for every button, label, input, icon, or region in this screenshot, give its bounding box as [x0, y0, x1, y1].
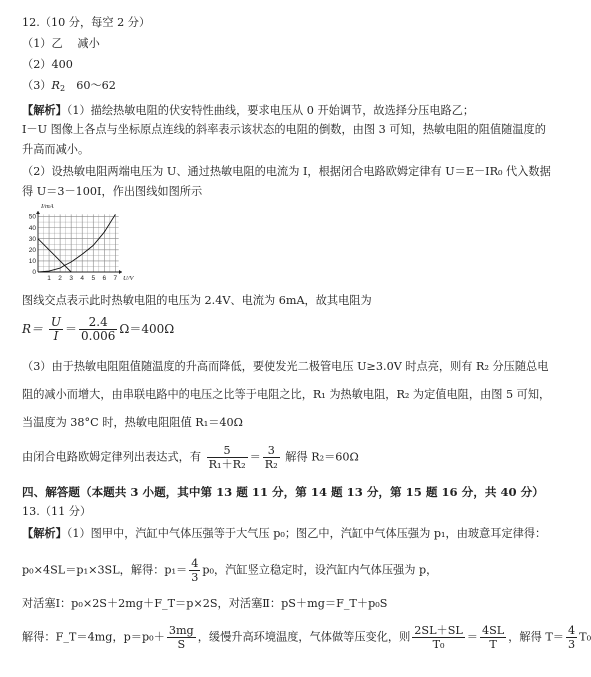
- q13-eq3-b: ，缓慢升高环境温度，气体做等压变化，则: [197, 630, 411, 644]
- q12-analysis-line-2: I－U 图像上各点与坐标原点连线的斜率表示该状态的电阻的倒数，由图 3 可知，热敏电阻的阻值随温度的: [22, 123, 546, 136]
- q12-answer-2: （2）400: [22, 58, 73, 71]
- y-axis-label: I/mA: [41, 203, 54, 210]
- ratio-fraction-1: [207, 444, 248, 471]
- q13-eq3-num1: 3mg: [168, 624, 194, 637]
- eq-num-u: U: [50, 315, 61, 329]
- q13-equation-line-2: 对活塞Ⅰ：p₀×2S＋2mg＋F_T＝p×2S，对活塞Ⅱ：pS＋mg＝F_T＋p₀S: [22, 597, 388, 610]
- eq-den-i: I: [53, 329, 59, 343]
- q12-answer-1: （1）乙 减小: [22, 37, 100, 50]
- q12-analysis-line-9: 当温度为 38°C 时，热敏电阻阻值 R₁＝40Ω: [22, 416, 243, 429]
- x-tick-label: 3: [69, 275, 73, 282]
- analysis-tag: 【解析】: [22, 103, 67, 117]
- q13-eq3-frac3: [480, 624, 506, 651]
- ratio-mid: ＝: [249, 450, 261, 464]
- q12-analysis-line-5: 得 U＝3－100I，作出图线如图所示: [22, 185, 203, 198]
- ratio-num-2: 3: [263, 444, 280, 458]
- analysis-text: （1）描绘热敏电阻的伏安特性曲线，要求电压从 0 开始调节，故选择分压电路乙；: [66, 104, 475, 117]
- q13-eq3-num2: 2SL＋SL: [414, 624, 463, 637]
- q13-eq3-c: ，解得 T＝: [508, 630, 564, 644]
- q13-eq1-den: 3: [191, 571, 199, 584]
- q12-header: 12.（10 分，每空 2 分）: [22, 16, 151, 29]
- x-tick-label: 2: [58, 275, 62, 282]
- q13-eq3-num4: 4: [568, 624, 576, 637]
- q13-eq3-den2: T₀: [432, 638, 445, 651]
- x-tick-label: 4: [80, 275, 85, 282]
- q13-eq3-num3: 4SL: [482, 624, 505, 637]
- eq-lhs: R＝: [22, 322, 44, 336]
- y-tick-label: 20: [28, 247, 36, 255]
- q13-eq3-frac2: [412, 624, 465, 651]
- x-tick-label: 5: [91, 275, 96, 282]
- q13-eq1-fraction: [189, 557, 200, 584]
- line10-text: 由闭合电路欧姆定律列出表达式，有: [22, 450, 202, 464]
- q12-analysis-line-7: （3）由于热敏电阻阻值随温度的升高而降低，要使发光二极管电压 U≥3.0V 时点亮，则有 R₂ 分压随总电: [22, 360, 549, 373]
- q12-analysis-line-6: 图线交点表示此时热敏电阻的电压为 2.4V、电流为 6mA，故其电阻为: [22, 294, 372, 307]
- q13-eq1-num: 4: [191, 557, 199, 570]
- q12-answer-3: [22, 79, 116, 96]
- q13-eq3-den1: S: [177, 638, 186, 651]
- q12-analysis-line-3: 升高而减小。: [22, 143, 90, 156]
- answer3-var: R: [51, 79, 60, 92]
- iu-chart: [22, 199, 140, 283]
- q13-eq3-frac1: [167, 624, 196, 651]
- y-tick-label: 30: [28, 235, 36, 243]
- y-tick-label: 10: [28, 258, 36, 266]
- y-axis-arrow: [36, 211, 40, 214]
- answer3-sub: 2: [59, 84, 66, 93]
- eq-rhs: Ω＝400Ω: [119, 322, 175, 336]
- q12-analysis-line-10: [22, 444, 359, 471]
- q13-eq3-a: 解得：F_T＝4mg，p＝p₀＋: [22, 630, 165, 644]
- y-tick-label: 50: [28, 213, 36, 221]
- q13-analysis-text: （1）图甲中，汽缸中气体压强等于大气压 p₀；图乙中，汽缸中气体压强为 p₁，由玻意耳定律得：: [66, 527, 547, 540]
- q13-analysis-line-1: [22, 526, 546, 541]
- q13-eq3-den4: 3: [568, 638, 576, 651]
- q13-eq3-d: T₀: [579, 630, 591, 644]
- eq-den-value: 0.006: [81, 329, 116, 343]
- q13-analysis-tag: 【解析】: [22, 526, 67, 540]
- q13-equation-line-1: [22, 557, 437, 584]
- y-tick-label: 0: [32, 269, 36, 277]
- line10-result: 解得 R₂＝60Ω: [285, 450, 359, 464]
- x-axis-label: U/V: [123, 275, 134, 282]
- answer3-range: 60～62: [65, 79, 116, 92]
- q12-analysis-line-8: 阻的减小而增大，由串联电路中的电压之比等于电阻之比，R₁ 为热敏电阻，R₂ 为定值电阻，由图 5 可知，: [22, 388, 551, 401]
- q12-equation-resistance: [22, 316, 174, 343]
- q13-equation-line-3: [22, 624, 591, 651]
- q13-eq1-b: p₀，汽缸竖立稳定时，设汽缸内气体压强为 p，: [202, 563, 438, 577]
- x-axis-arrow: [119, 270, 122, 274]
- q13-eq3-frac4: [566, 624, 577, 651]
- ratio-num-1: 5: [207, 444, 248, 458]
- y-tick-label: 40: [28, 224, 36, 232]
- q13-eq3-den3: T: [489, 638, 497, 651]
- eq-fraction-values: [79, 316, 117, 343]
- x-tick-label: 7: [113, 275, 118, 282]
- q13-eq3-mid: ＝: [466, 630, 478, 644]
- section-4-heading: 四、解答题（本题共 3 小题，其中第 13 题 11 分，第 14 题 13 分，第 15 题 16 分，共 40 分）: [22, 485, 544, 499]
- ratio-den-2: R₂: [264, 458, 278, 471]
- q13-header: 13.（11 分）: [22, 505, 92, 518]
- eq-fraction-ui: [49, 316, 63, 343]
- x-tick-label: 1: [47, 275, 51, 282]
- ratio-den-1: R₁＋R₂: [208, 458, 246, 471]
- answer3-prefix: （3）: [22, 79, 52, 92]
- q12-analysis-line-1: [22, 103, 474, 118]
- eq-mid: ＝: [65, 322, 78, 336]
- q12-analysis-line-4: （2）设热敏电阻两端电压为 U、通过热敏电阻的电流为 I，根据闭合电路欧姆定律有 U＝E－IR₀ 代入数据: [22, 165, 551, 178]
- x-tick-label: 6: [102, 275, 107, 282]
- ratio-fraction-2: [263, 444, 280, 471]
- q13-eq1-a: p₀×4SL＝p₁×3SL，解得：p₁＝: [22, 563, 188, 577]
- eq-num-value: 2.4: [79, 316, 117, 330]
